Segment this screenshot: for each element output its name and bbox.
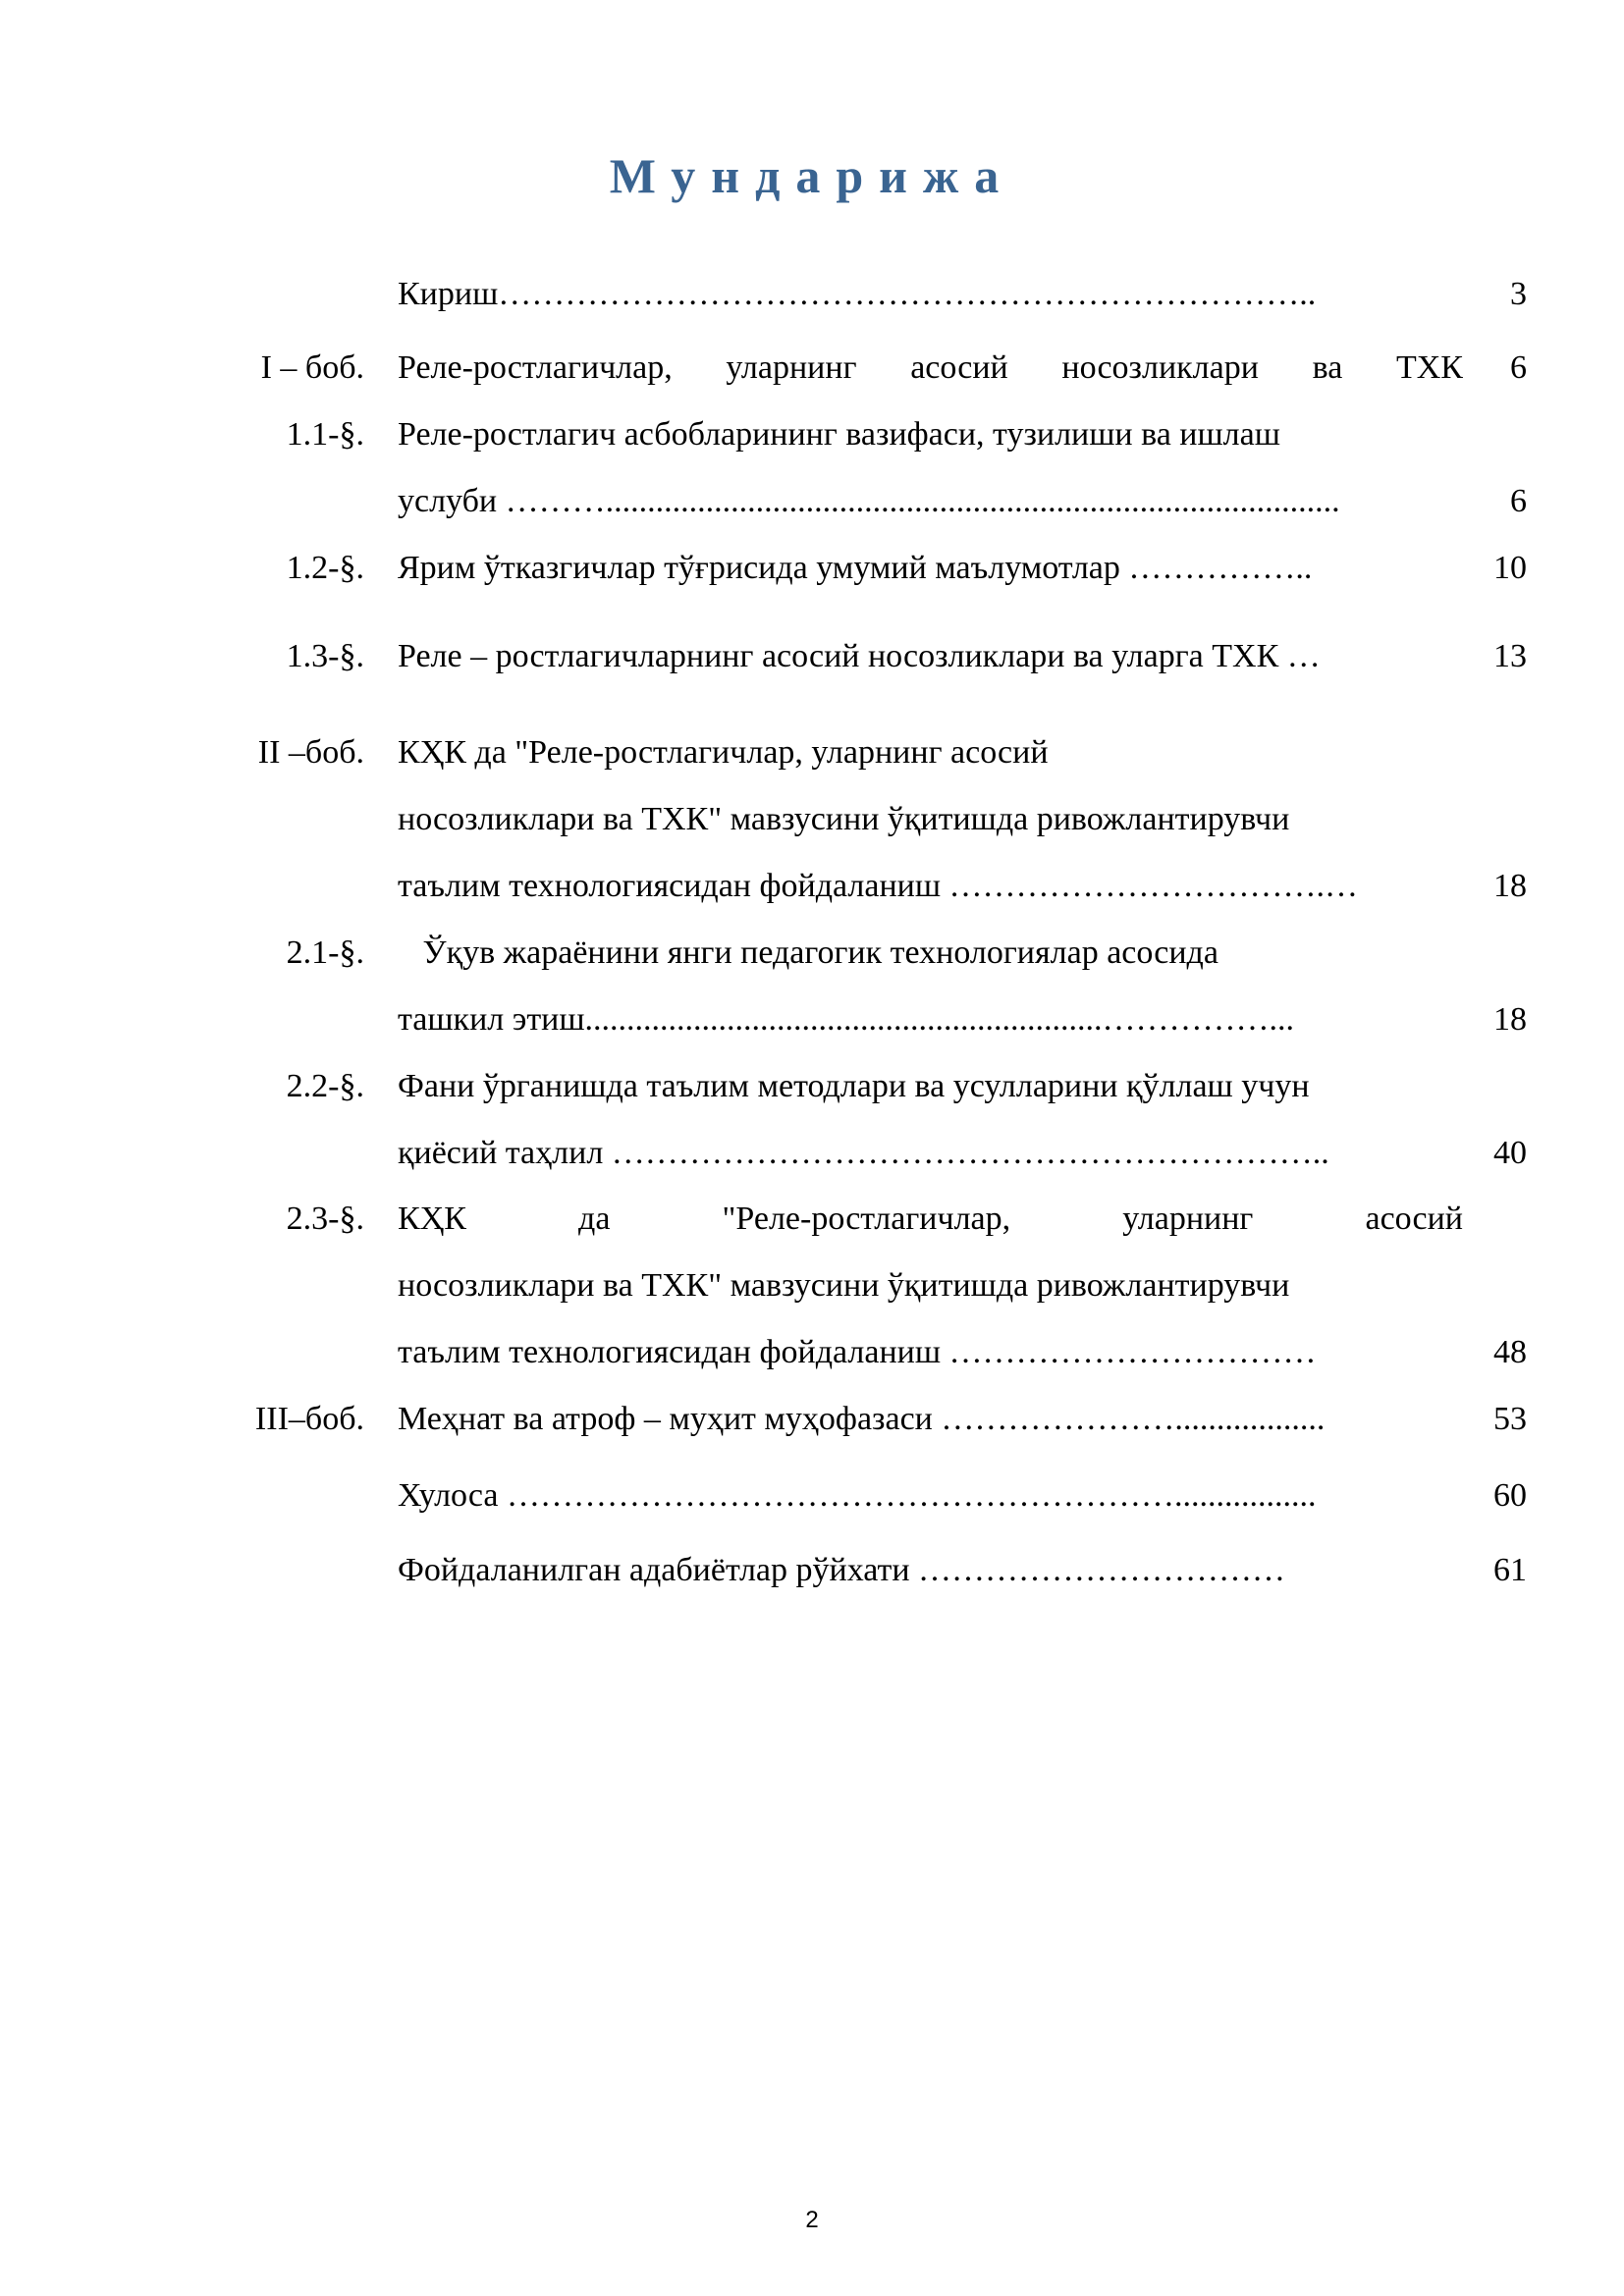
toc-entry-page: 40	[1493, 1135, 1527, 1171]
toc-entry-title: Ўқув жараёнини янги педагогик технологиялар асосида	[398, 934, 1218, 971]
toc-entry-title: Реле-ростлагичлар, уларнинг асосий носозликлари ва ТХК	[398, 349, 1463, 386]
toc-entry-page: 61	[1493, 1552, 1527, 1588]
toc-entry-number: 1.3-§.	[286, 638, 364, 674]
toc-entry-title-continued: таълим технологиясидан фойдаланиш …………………………….…	[398, 868, 1359, 904]
page-number: 2	[805, 2207, 819, 2233]
toc-entry-page: 18	[1493, 1001, 1527, 1038]
toc-entry-title-continued: услуби ………........................................................................................	[398, 483, 1340, 519]
toc-entry-page: 10	[1493, 550, 1527, 586]
toc-entry-page: 53	[1493, 1401, 1527, 1437]
toc-entry-title-continued: ташкил этиш..............................................................……………...	[398, 1001, 1295, 1038]
toc-entry-title: Хулоса …………………………………………………….................	[398, 1477, 1317, 1514]
toc-entry-number: I – боб.	[260, 349, 364, 386]
toc-entry-page: 6	[1510, 483, 1527, 519]
toc-entry-title: Реле – ростлагичларнинг асосий носозликлари ва уларга ТХК …	[398, 638, 1321, 674]
toc-entry-page: 3	[1510, 276, 1527, 312]
toc-entry-number: II –боб.	[257, 734, 364, 771]
toc-entry-page: 6	[1510, 349, 1527, 386]
toc-entry-page: 60	[1493, 1477, 1527, 1514]
toc-entry-number: 2.3-§.	[286, 1201, 364, 1237]
toc-entry-number: III–боб.	[254, 1401, 364, 1437]
toc-entry-title: Реле-ростлагич асбобларининг вазифаси, тузилиши ва ишлаш	[398, 416, 1280, 453]
toc-entry-title: Фани ўрганишда таълим методлари ва усулларини қўллаш учун	[398, 1068, 1310, 1104]
toc-entry-number: 1.2-§.	[286, 550, 364, 586]
toc-entry-title: КҲК да "Реле-ростлагичлар, уларнинг асосий	[398, 734, 1049, 771]
toc-entry-number: 2.1-§.	[286, 934, 364, 971]
toc-entry-title: Ярим ўтказгичлар тўғрисида умумий маълумотлар ……………..	[398, 550, 1313, 586]
toc-entry-title: Меҳнат ва атроф – муҳит муҳофазаси …………………..................	[398, 1401, 1326, 1437]
toc-entry-title: КҲК да "Реле-ростлагичлар, уларнинг асосий	[398, 1201, 1463, 1237]
toc-entry-number: 2.2-§.	[286, 1068, 364, 1104]
page-title: Мундарижа	[609, 148, 1015, 203]
toc-entry-title-continued: носозликлари ва ТХК" мавзусини ўқитишда ривожлантирувчи	[398, 801, 1290, 837]
toc-entry-page: 18	[1493, 868, 1527, 904]
toc-entry-page: 48	[1493, 1334, 1527, 1370]
toc-entry-title-continued: қиёсий таҳлил ………………………………………………………..	[398, 1135, 1329, 1171]
toc-entry-page: 13	[1493, 638, 1527, 674]
toc-entry-title-continued: носозликлари ва ТХК" мавзусини ўқитишда ривожлантирувчи	[398, 1267, 1290, 1304]
toc-entry-title: Кириш………………………………………………………………..	[398, 276, 1317, 312]
toc-entry-number: 1.1-§.	[286, 416, 364, 453]
toc-entry-title-continued: таълим технологиясидан фойдаланиш ……………………………	[398, 1334, 1317, 1370]
toc-entry-title: Фойдаланилган адабиётлар рўйхати ……………………………	[398, 1552, 1286, 1588]
